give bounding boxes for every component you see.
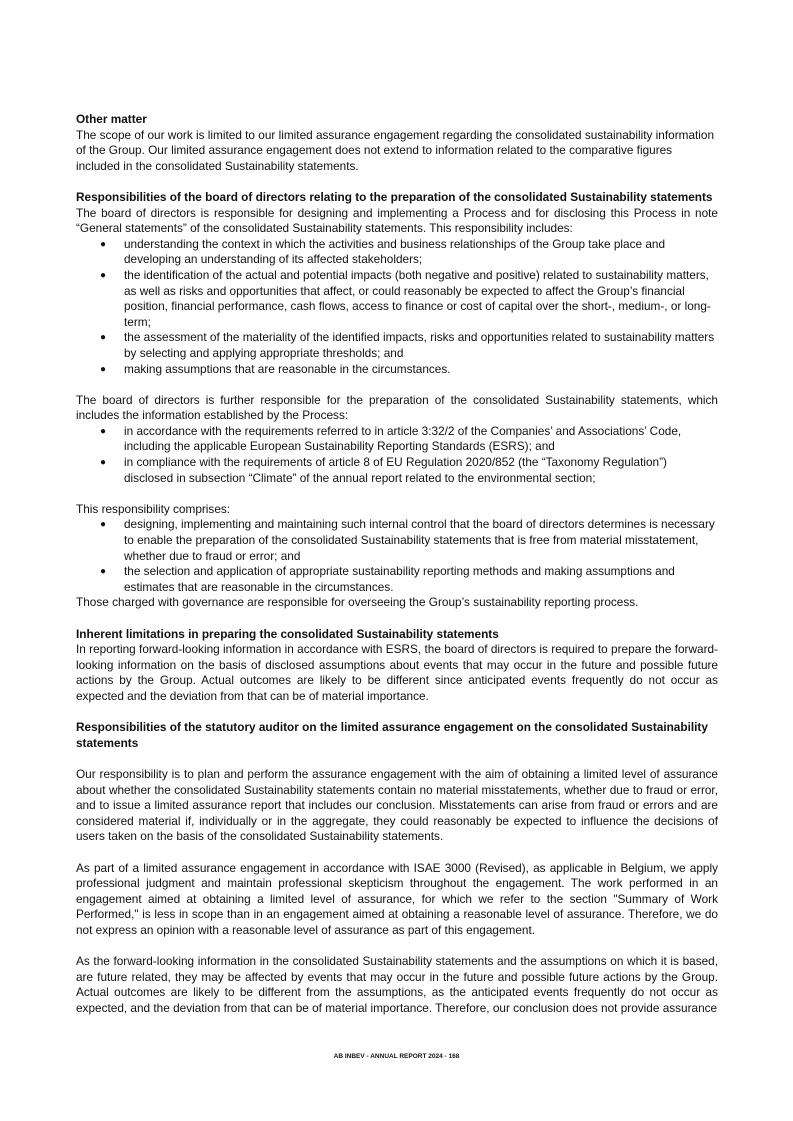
list-item: ● designing, implementing and maintaining such internal control that the board of directors determines is necessary to enable the preparation of the consolidated Sustainability statements that is free from material misstatement, whether due to fraud or error; and xyxy=(100,517,715,563)
document-body xyxy=(76,112,718,1016)
bullet-icon: ● xyxy=(100,332,107,344)
bullet-icon: ● xyxy=(100,519,107,531)
list-item: ● in compliance with the requirements of article 8 of EU Regulation 2020/852 (the “Taxonomy Regulation”) disclosed in subsection “Climate” of the annual report related to the environmental section; xyxy=(100,455,667,485)
list-item: ● understanding the context in which the activities and business relationships of the Group take place and developing an understanding of its affected stakeholders; xyxy=(100,236,666,267)
bullet-icon: ● xyxy=(100,457,107,469)
list-item: ● making assumptions that are reasonable in the circumstances. xyxy=(100,361,451,376)
page-footer: AB INBEV - ANNUAL REPORT 2024 - 168 xyxy=(333,1053,460,1060)
list-item: ● the selection and application of appropriate sustainability reporting methods and making assumptions and estimates that are reasonable in the circumstances. xyxy=(100,564,675,594)
paragraph: As the forward-looking information in the consolidated Sustainability statements and the assumptions on which it is based, are future related, they may be affected by events that may occur in the future and possible future actions by the Group. Actual outcomes are likely to be different from the assumptions, as the anticipated events frequently do not occur as expected, and the deviation from that can be of material importance. Therefore, our conclusion does not provide assurance xyxy=(76,954,718,1015)
section-heading: Responsibilities of the board of directors relating to the preparation of the consolidated Sustainability statements xyxy=(76,189,713,204)
paragraph: The board of directors is further responsible for the preparation of the consolidated Sustainability statements, which includes the information established by the Process: xyxy=(76,392,718,423)
bullet-list xyxy=(76,517,718,595)
paragraph: Our responsibility is to plan and perform the assurance engagement with the aim of obtaining a limited level of assurance about whether the consolidated Sustainability statements contain no material misstatements, whether due to fraud or error, and to issue a limited assurance report that includes our conclusion. Misstatements can arise from fraud or errors and are considered material if, individually or in the aggregate, they could reasonably be expected to influence the decisions of users taken on the basis of the consolidated Sustainability statements. xyxy=(76,766,718,844)
list-item: ● the assessment of the materiality of the identified impacts, risks and opportunities related to sustainability matters by selecting and applying appropriate thresholds; and xyxy=(100,330,715,360)
section-heading: Responsibilities of the statutory auditor on the limited assurance engagement on the consolidated Sustainability statements xyxy=(76,720,708,750)
bullet-list xyxy=(76,237,718,377)
list-item: ● in accordance with the requirements referred to in article 3:32/2 of the Companies’ and Associations’ Code, including the applicable European Sustainability Reporting Standards (ESRS); and xyxy=(100,423,682,454)
bullet-icon: ● xyxy=(100,363,107,375)
bullet-icon: ● xyxy=(100,269,107,281)
paragraph: As part of a limited assurance engagement in accordance with ISAE 3000 (Revised), as applicable in Belgium, we apply professional judgment and maintain professional skepticism throughout the engagement. The work performed in an engagement aimed at obtaining a limited level of assurance, for which we refer to the section "Summary of Work Performed," is less in scope than in an engagement aimed at obtaining a reasonable level of assurance. Therefore, we do not express an opinion with a reasonable level of assurance as part of this engagement. xyxy=(76,860,718,937)
bullet-icon: ● xyxy=(100,238,107,250)
board-responsibilities-section xyxy=(76,190,718,611)
inherent-limitations-section xyxy=(76,627,718,705)
paragraph: This responsibility comprises: xyxy=(76,501,231,516)
bullet-icon: ● xyxy=(100,566,107,578)
section-heading: Inherent limitations in preparing the consolidated Sustainability statements xyxy=(76,626,499,641)
section-heading: Other matter xyxy=(76,112,147,126)
paragraph: The scope of our work is limited to our limited assurance engagement regarding the consolidated sustainability information of the Group. Our limited assurance engagement does not extend to information related to the comparative figures included in the consolidated Sustainability statements. xyxy=(76,127,715,173)
paragraph: Those charged with governance are responsible for overseeing the Group’s sustainability reporting process. xyxy=(76,595,639,610)
other-matter-section xyxy=(76,112,718,174)
paragraph: In reporting forward-looking information in accordance with ESRS, the board of directors is required to prepare the forward-looking information on the basis of disclosed assumptions about events that may occur in the future and possible future actions by the Group. Actual outcomes are likely to be different since anticipated events frequently do not occur as expected and the deviation from that can be of material importance. xyxy=(76,642,718,703)
bullet-icon: ● xyxy=(100,425,107,437)
list-item: ● the identification of the actual and potential impacts (both negative and positive) related to sustainability matters, as well as risks and opportunities that affect, or could reasonably be expected to affect the Group’s financial position, financial performance, cash flows, access to finance or cost of capital over the short-, medium-, or long- term; xyxy=(100,267,711,329)
auditor-responsibilities-section xyxy=(76,720,718,1016)
bullet-list xyxy=(76,424,718,486)
paragraph: The board of directors is responsible for designing and implementing a Process and for disclosing this Process in note “General statements” of the consolidated Sustainability statements. This responsibility includes: xyxy=(76,205,718,236)
